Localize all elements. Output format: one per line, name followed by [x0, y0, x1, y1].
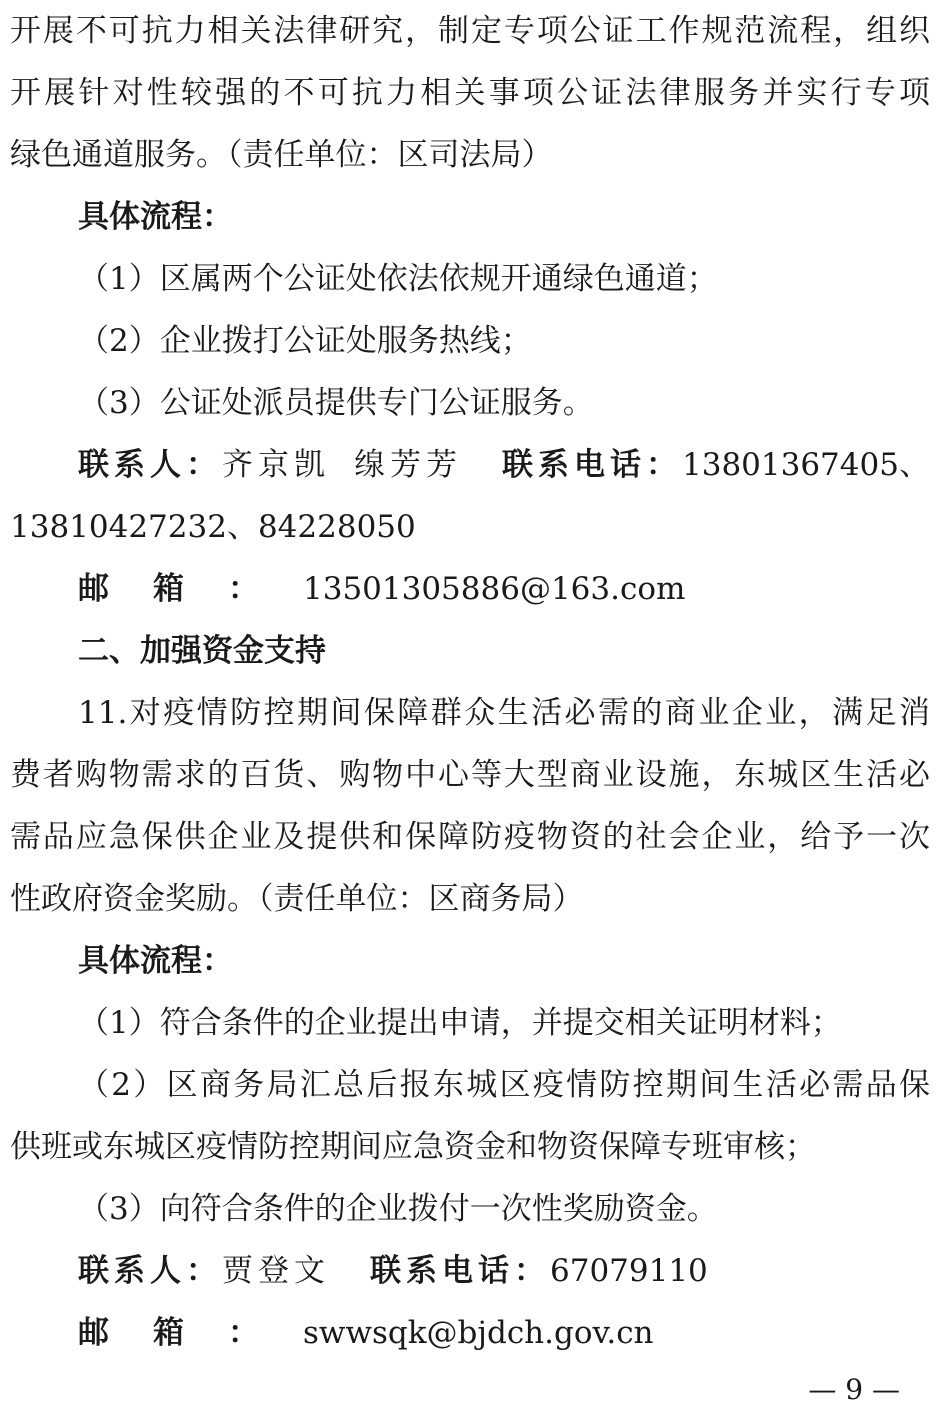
contact-email-label: 邮箱：	[78, 1315, 303, 1351]
contact-person-label: 联系人：	[78, 1253, 222, 1289]
contact-phone-label: 联系电话：	[370, 1253, 550, 1289]
paragraph-line: 性政府资金奖励。（责任单位：区商务局）	[10, 881, 584, 917]
contact-person-label: 联系人：	[78, 447, 222, 483]
process-step: （3）向符合条件的企业拨付一次性奖励资金。	[78, 1191, 718, 1227]
paragraph-line: 开展不可抗力相关法律研究，制定专项公证工作规范流程，组织	[10, 13, 930, 49]
process-step: （3）公证处派员提供专门公证服务。	[78, 385, 594, 421]
contact-email-line	[78, 558, 930, 620]
process-heading: 具体流程：	[78, 943, 233, 979]
contact-person-name: 贾登文	[222, 1253, 330, 1289]
contact-email: 13501305886@163.com	[303, 571, 686, 607]
contact-email-line	[78, 1302, 930, 1364]
contact-email-label: 邮箱：	[78, 571, 303, 607]
paragraph-line: 绿色通道服务。（责任单位：区司法局）	[10, 137, 553, 173]
contact-line	[78, 434, 930, 496]
process-step: （1）区属两个公证处依法依规开通绿色通道；	[78, 261, 718, 297]
paragraph-line: 费者购物需求的百货、购物中心等大型商业设施，东城区生活必	[10, 757, 930, 793]
contact-person-name: 缐芳芳	[354, 447, 462, 483]
contact-line	[78, 1240, 930, 1302]
contact-phone: 67079110	[550, 1253, 708, 1289]
paragraph-line: 11.对疫情防控期间保障群众生活必需的商业企业，满足消	[78, 695, 930, 731]
contact-phone-continued: 13810427232、84228050	[10, 509, 416, 545]
contact-person-name: 齐京凯	[222, 447, 330, 483]
contact-phone-label: 联系电话：	[502, 447, 682, 483]
paragraph-line: 需品应急保供企业及提供和保障防疫物资的社会企业，给予一次	[10, 819, 930, 855]
process-heading: 具体流程：	[78, 199, 233, 235]
paragraph-line: 开展针对性较强的不可抗力相关事项公证法律服务并实行专项	[10, 75, 930, 111]
section-heading: 二、加强资金支持	[78, 633, 326, 669]
process-step-continued: 供班或东城区疫情防控期间应急资金和物资保障专班审核；	[10, 1129, 816, 1165]
page-number: — 9 —	[808, 1373, 900, 1406]
process-step: （1）符合条件的企业提出申请，并提交相关证明材料；	[78, 1005, 842, 1041]
process-step: （2）区商务局汇总后报东城区疫情防控期间生活必需品保	[78, 1067, 930, 1103]
contact-email: swwsqk@bjdch.gov.cn	[303, 1315, 654, 1351]
page-number-row	[0, 1372, 940, 1408]
process-step: （2）企业拨打公证处服务热线；	[78, 323, 532, 359]
contact-phone: 13801367405、	[682, 447, 930, 483]
